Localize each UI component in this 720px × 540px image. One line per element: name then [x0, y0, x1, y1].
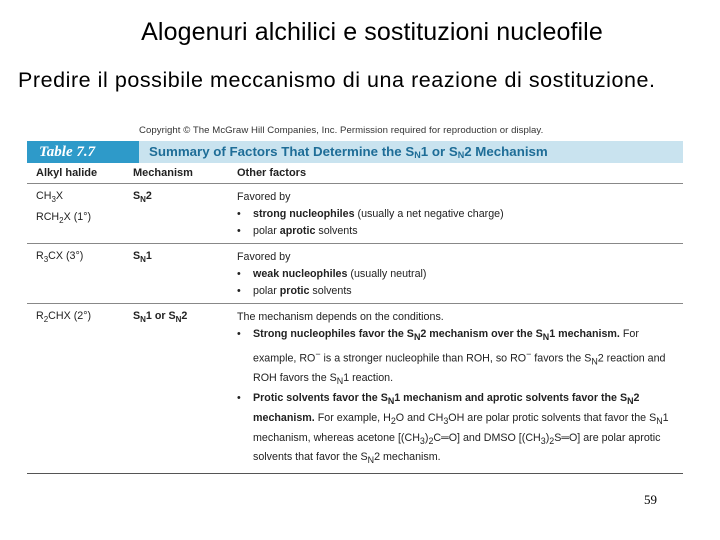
factors-lead: The mechanism depends on the conditions.: [237, 311, 444, 324]
other-factors-cell: [228, 304, 683, 474]
halide-formula: $R_2CHX$ (2°): [36, 310, 92, 325]
table-row: [27, 244, 683, 304]
other-factors-cell: [228, 184, 683, 244]
factors-table: [27, 163, 683, 474]
factor-bullet: • strong nucleophiles (usually a net negative charge): [237, 206, 683, 223]
table-row: [27, 184, 683, 244]
table-header-row: [27, 163, 683, 184]
halide-formula: $CH_3X$: [36, 190, 64, 205]
factor-bullet: • weak nucleophiles (usually neutral): [237, 266, 683, 283]
factors-lead: Favored by: [237, 251, 291, 264]
slide-subtitle: Predire il possibile meccanismo di una reazione di sostituzione.: [18, 68, 656, 92]
table-row: [27, 304, 683, 474]
copyright-notice: Copyright © The McGraw Hill Companies, Inc. Permission required for reproduction or display.: [139, 125, 544, 136]
factor-bullet: • Protic solvents favor the $S_N1$ mechanism and aprotic solvents favor the $S_N2$ mechanism. For example, $H_2O$ and $CH_3OH$ are polar protic solvents that favor the $S_N1$ mechanism, whereas acetone $[(CH_3)_2C═O]$ and DMSO $[(CH_3)_2S═O]$ are polar aprotic solvents that favor the $S_N2$ mechanism.: [237, 390, 683, 469]
column-header-alkyl-halide: Alkyl halide: [27, 163, 124, 184]
factor-bullet: • Strong nucleophiles favor the $S_N2$ mechanism over the $S_N1$ mechanism. For example, RO− is a stronger nucleophile than ROH, so RO− favors the $S_N2$ reaction and ROH favors the $S_N1$ reaction.: [237, 326, 683, 390]
factors-lead: Favored by: [237, 191, 291, 203]
alkyl-halide-cell: [27, 244, 124, 304]
page-number: 59: [644, 492, 657, 507]
mechanism-cell: $S_N1$: [124, 244, 228, 304]
table-banner: [27, 141, 683, 163]
halide-formula: $R_3CX$ (3°): [36, 250, 84, 265]
mechanism-cell: $S_N2$: [124, 184, 228, 244]
mechanism-cell: $S_N1$ or $S_N2$: [124, 304, 228, 474]
factor-bullet: • polar protic solvents: [237, 283, 683, 300]
factor-bullet: • polar aprotic solvents: [237, 223, 683, 240]
summary-table-figure: [27, 141, 683, 474]
alkyl-halide-cell: [27, 184, 124, 244]
column-header-mechanism: Mechanism: [124, 163, 228, 184]
table-number: Table 7.7: [27, 141, 139, 163]
slide-title: Alogenuri alchilici e sostituzioni nucleofile: [141, 18, 603, 46]
other-factors-cell: [228, 244, 683, 304]
halide-formula: $RCH_2X$ (1°): [36, 210, 92, 225]
alkyl-halide-cell: [27, 304, 124, 474]
table-title: Summary of Factors That Determine the $S_N1$ or $S_N2$ Mechanism: [149, 144, 548, 160]
column-header-other-factors: Other factors: [228, 163, 683, 184]
